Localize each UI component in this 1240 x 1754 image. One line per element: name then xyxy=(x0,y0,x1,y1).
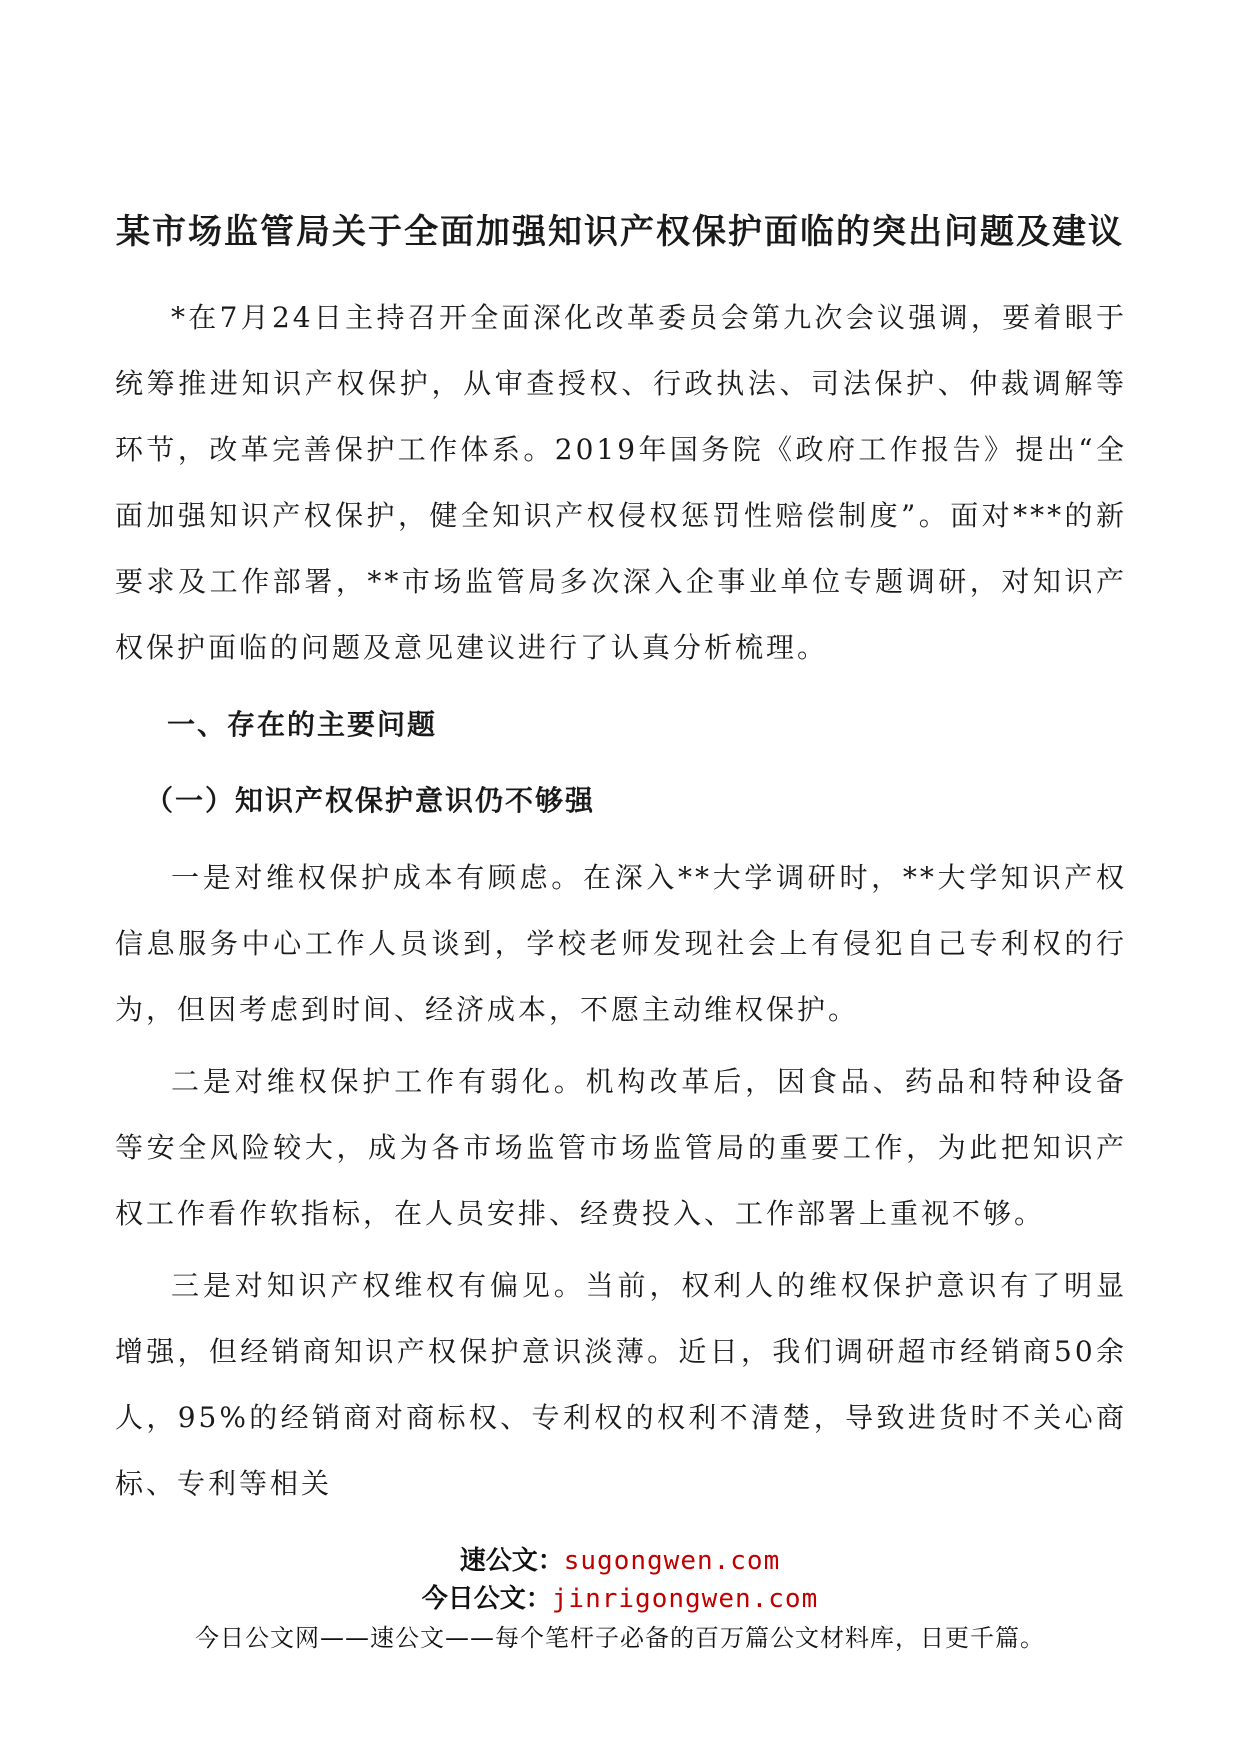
subsection-heading: （一）知识产权保护意识仍不够强 xyxy=(145,784,596,817)
document-title: 某市场监管局关于全面加强知识产权保护面临的突出问题及建议 xyxy=(116,212,1124,252)
footer-tagline: 今日公文网——速公文——每个笔杆子必备的百万篇公文材料库，日更千篇。 xyxy=(195,1624,1045,1652)
body-paragraph-2: 二是对维权保护工作有弱化。机构改革后，因食品、药品和特种设备等安全风险较大，成为各市场监管市场监管局的重要工作，为此把知识产权工作看作软指标，在人员安排、经费投入、工作部署上重视不够。 xyxy=(115,1065,1127,1230)
footer-watermark xyxy=(0,1542,1240,1658)
document-body xyxy=(115,285,1127,1517)
body-paragraph-1: 一是对维权保护成本有顾虑。在深入**大学调研时，**大学知识产权信息服务中心工作人员谈到，学校老师发现社会上有侵犯自己专利权的行为，但因考虑到时间、经济成本，不愿主动维权保护。 xyxy=(115,861,1127,1026)
footer-line-jinrigongwen xyxy=(0,1580,1240,1618)
footer-link-jinrigongwen[interactable]: jinrigongwen.com xyxy=(551,1584,819,1614)
body-paragraph-3: 三是对知识产权维权有偏见。当前，权利人的维权保护意识有了明显增强，但经销商知识产权保护意识淡薄。近日，我们调研超市经销商50余人，95%的经销商对商标权、专利权的权利不清楚，导致进货时不关心商标、专利等相关 xyxy=(115,1269,1127,1500)
footer-line-sugongwen xyxy=(0,1542,1240,1580)
footer-label-sugongwen: 速公文： xyxy=(459,1546,564,1576)
footer-label-jinrigongwen: 今日公文： xyxy=(421,1584,552,1614)
section-heading: 一、存在的主要问题 xyxy=(167,708,438,741)
intro-paragraph: *在7月24日主持召开全面深化改革委员会第九次会议强调，要着眼于统筹推进知识产权保护，从审查授权、行政执法、司法保护、仲裁调解等环节，改革完善保护工作体系。2019年国务院《政府工作报告》提出“全面加强知识产权保护，健全知识产权侵权惩罚性赔偿制度”。面对***的新要求及工作部署，**市场监管局多次深入企事业单位专题调研，对知识产权保护面临的问题及意见建议进行了认真分析梳理。 xyxy=(115,301,1127,664)
footer-link-sugongwen[interactable]: sugongwen.com xyxy=(563,1546,781,1576)
